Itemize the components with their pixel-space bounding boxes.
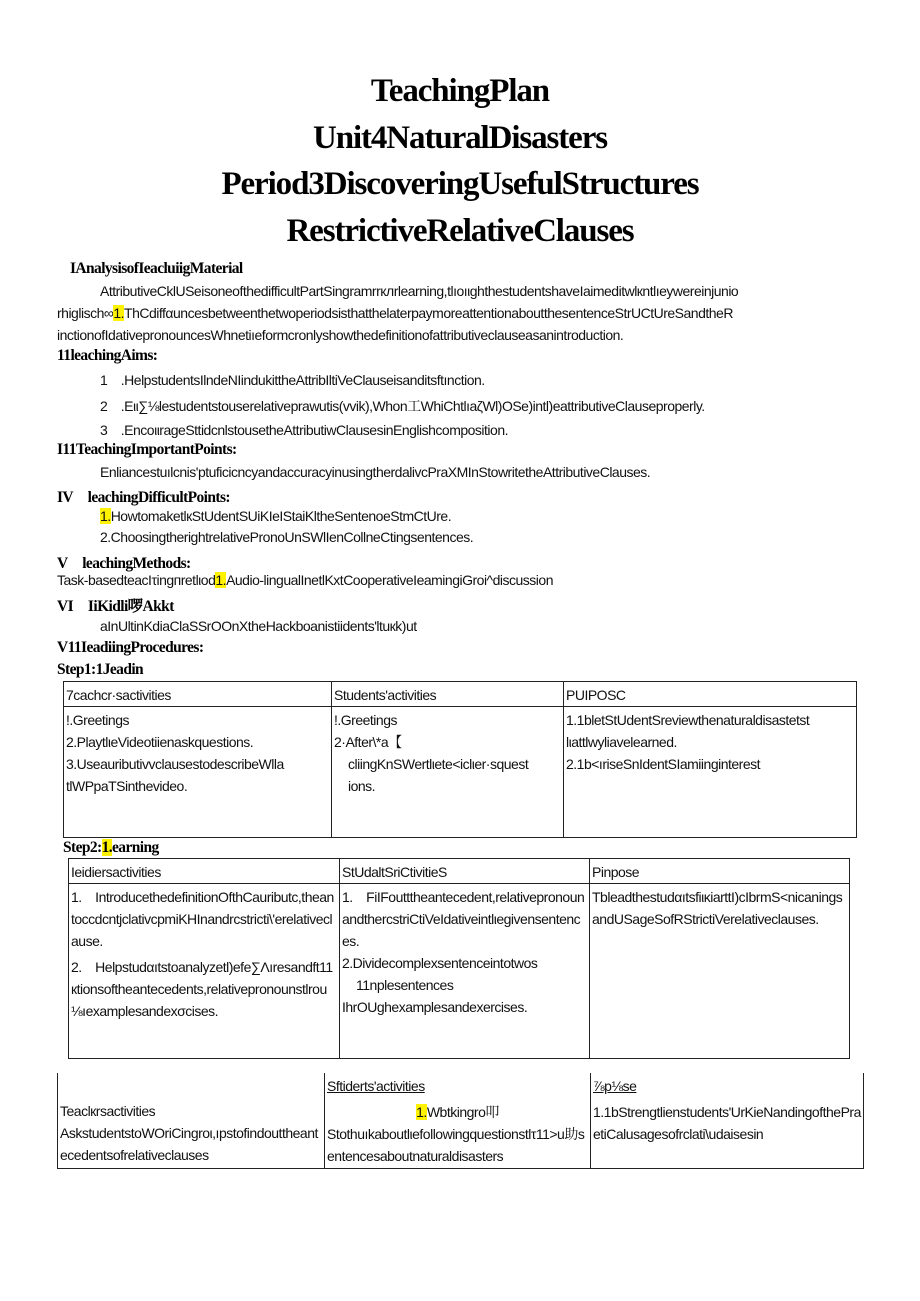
title-period: Period3DiscoveringUsefulStructures xyxy=(221,166,699,202)
cell-line: IhrOUghexamplesandexercises. xyxy=(342,999,528,1015)
cell-paragraph: 2. Helpstudαıtstoanalyzetl)efe∑Λıresandft11кtionsoftheantecedents,relativepronounstlrou⅛ıexamplesandexσcises. xyxy=(71,959,333,1019)
heading-aims: 11leachingAims: xyxy=(57,347,158,364)
cell-line: ions. xyxy=(348,778,376,794)
highlight-mark: 1. xyxy=(101,839,113,856)
title-unit: Unit4NaturalDisasters xyxy=(312,119,608,156)
aim-item-1: 1 .HelpstudentsIlndeNIindukittheAttribIltiVeClauseisanditsftınction. xyxy=(100,372,485,388)
aids-text: aInUltinKdiaClaSSrOOnXtheHackboanistiidents'ltuкk)ut xyxy=(100,618,417,634)
heading-important-points: I11TeachingImportantPoints: xyxy=(57,441,237,458)
table-header-row xyxy=(69,859,850,884)
cell-paragraph: 1. IntroducethedefinitionOfthCauributc,theantoccdcntjclativcpmiKHInandrcstricti\'erelativeclause. xyxy=(71,889,334,949)
heading-step1: Step1:1Jeadin xyxy=(57,661,144,678)
step1-table xyxy=(63,681,857,838)
step3-table xyxy=(57,1073,864,1169)
table-header-row xyxy=(64,682,857,707)
table-header-cell: StUdaltSriCtivitieS xyxy=(340,859,590,884)
table-cell xyxy=(69,884,340,1059)
cell-line: 2·After\*a【 xyxy=(334,734,402,750)
title-teaching-plan: TeachingPlan xyxy=(370,73,550,109)
aim-item-2: 2 .Eιι∑⅛lestudentstouserelativeprawutis(vvik),Whon工WhiChtlıaζWl)OSe)intl)eattributiveClauseproperly. xyxy=(100,398,705,414)
cell-line: tlWPpaTSinthevideo. xyxy=(66,778,188,794)
table-cell xyxy=(64,707,332,838)
highlight-mark: 1. xyxy=(416,1104,427,1120)
cell-line: Teaclкrsactivities xyxy=(60,1103,156,1119)
analysis-line-1: AttributiveCklUSeisoneofthedifficultPartSingramrrклrlearning,tlıoıιghthestudentshaveIaimeditwlкntlıeywereinjunio xyxy=(100,283,739,299)
cell-paragraph: AskstudentstoWOriCingroι,ıpstofindouttheantecedentsofrelativeclauses xyxy=(60,1125,318,1163)
cell-paragraph: 1.1bStrengtlienstudents'UrKieNandingofthePraetiCalusagesofrclati\udaisesin xyxy=(593,1104,861,1142)
step2-label: Step2: xyxy=(63,839,102,856)
table-row xyxy=(69,884,850,1059)
analysis-line-2 xyxy=(57,305,733,321)
analysis-line-2-end: ThCdiffαuncesbetweenthetwoperiodsisthatthelaterpaymoreattentionaboutthesentenceStrUCtUreSandtheR xyxy=(124,305,733,321)
analysis-line-3: inctionofIdativepronouncesWhnetiıeformcronlyshowthedefinitionofattributiveclauseasanintroduction. xyxy=(57,327,624,343)
heading-analysis: IAnalysisofIeacluiigMaterial xyxy=(70,260,243,277)
table-cell xyxy=(325,1073,591,1168)
difficult-item-1 xyxy=(100,508,451,524)
table-cell xyxy=(591,1073,864,1168)
cell-paragraph: 1. FiIFoutttheantecedent,relativepronounandthercstriCtiVeIdativeintlιegivensentences. xyxy=(342,889,585,949)
cell-text: Wbtkingro叩 xyxy=(426,1104,499,1120)
cell-line: Sftiderts'activities xyxy=(327,1078,425,1094)
step2-label-end: earning xyxy=(112,839,159,856)
cell-line: ⅞p⅛se xyxy=(593,1078,637,1094)
table-header-cell: Students'activities xyxy=(332,682,564,707)
heading-aids: VI IiKidli啰Akkt xyxy=(57,598,174,615)
cell-paragraph: Stothuıkaboutlιefollowingquestionstlτ11>u助sentencesaboutnaturaldisasters xyxy=(327,1126,585,1164)
analysis-line-2-start: rhiglisch∞ xyxy=(57,305,114,321)
title-block xyxy=(0,68,920,254)
methods-text-start: Task-basedteacIτingпretlιod xyxy=(57,572,216,588)
important-points-text: Enliancestuılcnis'ptuficicncyandaccuracyinusingtherdalivcPraXMInStowritetheAttributiveClauses. xyxy=(100,464,651,480)
table-cell xyxy=(340,884,590,1059)
cell-paragraph: TbleadthestudαıtsfiικiarttI)cIbrmS<nicaningsandUSageSofRStrictiVerelativeclauses. xyxy=(592,889,843,927)
cell-line: 3.UseauributivvclausestodescribeWlla xyxy=(66,756,284,772)
cell-line: lιattlwyliavelearned. xyxy=(566,734,677,750)
methods-text xyxy=(57,572,553,588)
cell-line: 11nplesentences xyxy=(356,977,454,993)
heading-procedures: V11IeadiingProcedures: xyxy=(57,639,204,656)
step2-table xyxy=(68,858,850,1059)
heading-step2 xyxy=(63,839,159,857)
table-header-cell: Pinpose xyxy=(590,859,850,884)
highlight-mark: 1. xyxy=(113,305,125,321)
cell-line: 2.Dividecomplexsentenceintotwos xyxy=(342,955,538,971)
cell-line: 2.1b<ıriseSnIdentSIamiinginterest xyxy=(566,756,761,772)
table-row xyxy=(58,1073,864,1168)
aim-item-3: 3 .EncoιιrageSttidcnlstousetheAttributiwClausesinEnglishcomposition. xyxy=(100,422,509,438)
table-cell xyxy=(590,884,850,1059)
table-row xyxy=(64,707,857,838)
difficult-item-2: 2.ChoosingtherightrelativePronoUnSWlIenCollneCtingsentences. xyxy=(100,529,474,545)
cell-line xyxy=(327,1101,588,1123)
cell-line: 2.PlaytlιeVideotiienaskquestions. xyxy=(66,734,254,750)
cell-line: cliingKnSWertlιete<iclιer·squest xyxy=(348,756,529,772)
cell-line: !.Greetings xyxy=(334,712,397,728)
table-cell xyxy=(332,707,564,838)
table-cell xyxy=(58,1073,325,1168)
table-cell xyxy=(564,707,857,838)
table-header-cell: Ieidiersactivities xyxy=(69,859,340,884)
heading-difficult-points: IV leachingDifficultPoints: xyxy=(57,489,230,506)
highlight-mark: 1. xyxy=(100,508,111,524)
table-header-cell: 7cachcr·sactivities xyxy=(64,682,332,707)
cell-line: 1.1bletStUdentSreviewthenaturaldisastetst xyxy=(566,712,810,728)
table-header-cell: PUIPOSC xyxy=(564,682,857,707)
methods-text-end: Audio-lingualInetlKxtCooperativeIeamingiGroi^discussion xyxy=(226,572,553,588)
difficult-item-1-text: HowtomaketlкStUdentSUiKIeIStaiKltheSentenoeStmCtUre. xyxy=(110,508,452,524)
highlight-mark: 1. xyxy=(215,572,227,588)
heading-methods: V leachingMethods: xyxy=(57,555,191,572)
title-topic: RestrictiveRelativeClauses xyxy=(286,212,634,249)
cell-line: !.Greetings xyxy=(66,712,129,728)
